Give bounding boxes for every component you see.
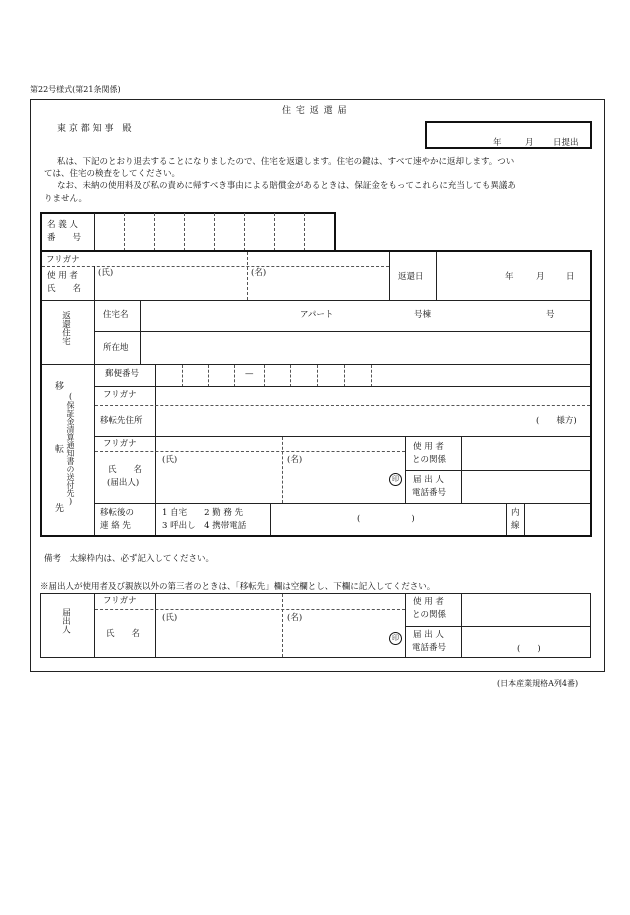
reporter-surname-label: (氏): [162, 613, 178, 623]
reporter-furigana-label: フリガナ: [103, 596, 137, 606]
reporter-phone-paren: ( ): [517, 644, 541, 654]
contact-label-top: 移転後の: [100, 508, 135, 518]
return-day: 日: [566, 272, 575, 282]
reporter-phone-input[interactable]: [462, 627, 590, 657]
reporter-phone-bottom: 電話番号: [412, 643, 447, 653]
room-label: 号: [546, 310, 555, 320]
user-given-label: (名): [251, 268, 267, 278]
move-given-label: (名): [287, 455, 303, 465]
extension-top: 内: [511, 508, 520, 518]
submit-month: 月: [525, 138, 534, 148]
postal-label: 郵便番号: [105, 369, 140, 379]
housing-location-label: 所在地: [103, 343, 129, 353]
nominal-label-top: 名 義 人: [47, 220, 78, 230]
move-label-bottom: 先: [55, 504, 65, 514]
move-name-input[interactable]: [156, 437, 404, 502]
footer-standard: (日本産業規格A列4番): [497, 679, 579, 688]
extension-input[interactable]: [525, 504, 590, 535]
user-label-bottom: 氏 名: [47, 284, 82, 294]
building-label: 号棟: [414, 310, 432, 320]
move-address-label: 移転先住所: [100, 416, 143, 426]
housing-name-input[interactable]: [141, 301, 590, 331]
housing-location-input[interactable]: [141, 332, 590, 364]
move-label-sub: (保証金清算通知書の送付先): [66, 392, 75, 506]
user-label-top: 使 用 者: [47, 271, 78, 281]
user-surname-label: (氏): [98, 268, 114, 278]
contact-paren: ( ): [357, 514, 415, 524]
postal-code-input[interactable]: [156, 365, 396, 386]
return-month: 月: [536, 272, 545, 282]
reporter-relation-top: 使 用 者: [413, 597, 444, 607]
reporter-name-label: 氏 名: [106, 629, 141, 639]
move-phone-top: 届 出 人: [413, 475, 444, 485]
postal-dash: —: [245, 369, 254, 379]
extension-bottom: 線: [511, 521, 520, 531]
contact-opt1[interactable]: 1 自宅 2 勤 務 先: [162, 508, 244, 518]
contact-opt2[interactable]: 3 呼出し 4 携帯電話: [162, 521, 247, 531]
move-phone-bottom: 電話番号: [412, 488, 447, 498]
apartment-label: アパート: [300, 310, 334, 320]
move-name-label-top: 氏 名: [108, 465, 143, 475]
move-name-label-bottom: (届出人): [107, 478, 140, 488]
intro-line1: 私は、下記のとおり退去することになりましたので、住宅を返還します。住宅の鍵は、すべて速やかに返却します。つい: [57, 157, 515, 167]
reporter-phone-top: 届 出 人: [413, 630, 444, 640]
nominal-label-bottom: 番 号: [47, 233, 82, 243]
note-third-party: ※届出人が使用者及び親族以外の第三者のときは、「移転先」欄は空欄とし、下欄に記入してください。: [40, 582, 436, 592]
nominal-number-input[interactable]: [95, 213, 334, 250]
move-name-furigana-label: フリガナ: [103, 439, 137, 449]
user-name-input[interactable]: [95, 252, 388, 300]
reporter-given-label: (名): [287, 613, 303, 623]
move-relation-top: 使 用 者: [413, 442, 444, 452]
form-title: 住 宅 返 還 届: [282, 106, 348, 116]
reporter-seal-icon: 印: [389, 632, 402, 645]
move-relation-bottom: との関係: [412, 455, 447, 465]
contact-label-bottom: 連 絡 先: [100, 521, 131, 531]
move-seal-icon: 印: [389, 473, 402, 486]
move-relation-input[interactable]: [462, 437, 590, 470]
contact-phone-input[interactable]: [271, 504, 505, 535]
intro-line2: ては、住宅の検査をしてください。: [44, 169, 181, 179]
reporter-relation-input[interactable]: [462, 594, 590, 626]
intro-line3: なお、未納の使用料及び私の責めに帰すべき事由による賠償金があるときは、保証金をもってこれらに充当しても異議あ: [57, 181, 516, 191]
reporter-relation-bottom: との関係: [412, 610, 447, 620]
housing-section-label: 返還住宅: [60, 311, 71, 345]
reporter-section-label: 届出人: [60, 608, 71, 634]
addressee: 東 京 都 知 事 殿: [57, 124, 132, 134]
intro-line4: りません。: [44, 194, 88, 204]
user-furigana-label: フリガナ: [46, 255, 80, 265]
move-phone-input[interactable]: [462, 471, 590, 502]
note-required: 備考 太線枠内は、必ず記入してください。: [44, 554, 215, 564]
move-sama: ( 様方): [536, 416, 577, 426]
move-furigana-label: フリガナ: [103, 390, 137, 400]
move-label-mid: 転: [55, 445, 65, 455]
return-date-input[interactable]: [437, 252, 590, 300]
return-date-label: 返還日: [398, 272, 424, 282]
submit-year: 年: [493, 138, 502, 148]
housing-name-label: 住宅名: [103, 310, 129, 320]
submit-day: 日提出: [553, 138, 579, 148]
move-surname-label: (氏): [162, 455, 178, 465]
move-label-top: 移: [55, 382, 65, 392]
reporter-name-input[interactable]: [156, 594, 404, 657]
move-address-input[interactable]: [156, 387, 590, 435]
return-year: 年: [505, 272, 514, 282]
form-number: 第22号様式(第21条関係): [30, 85, 121, 94]
